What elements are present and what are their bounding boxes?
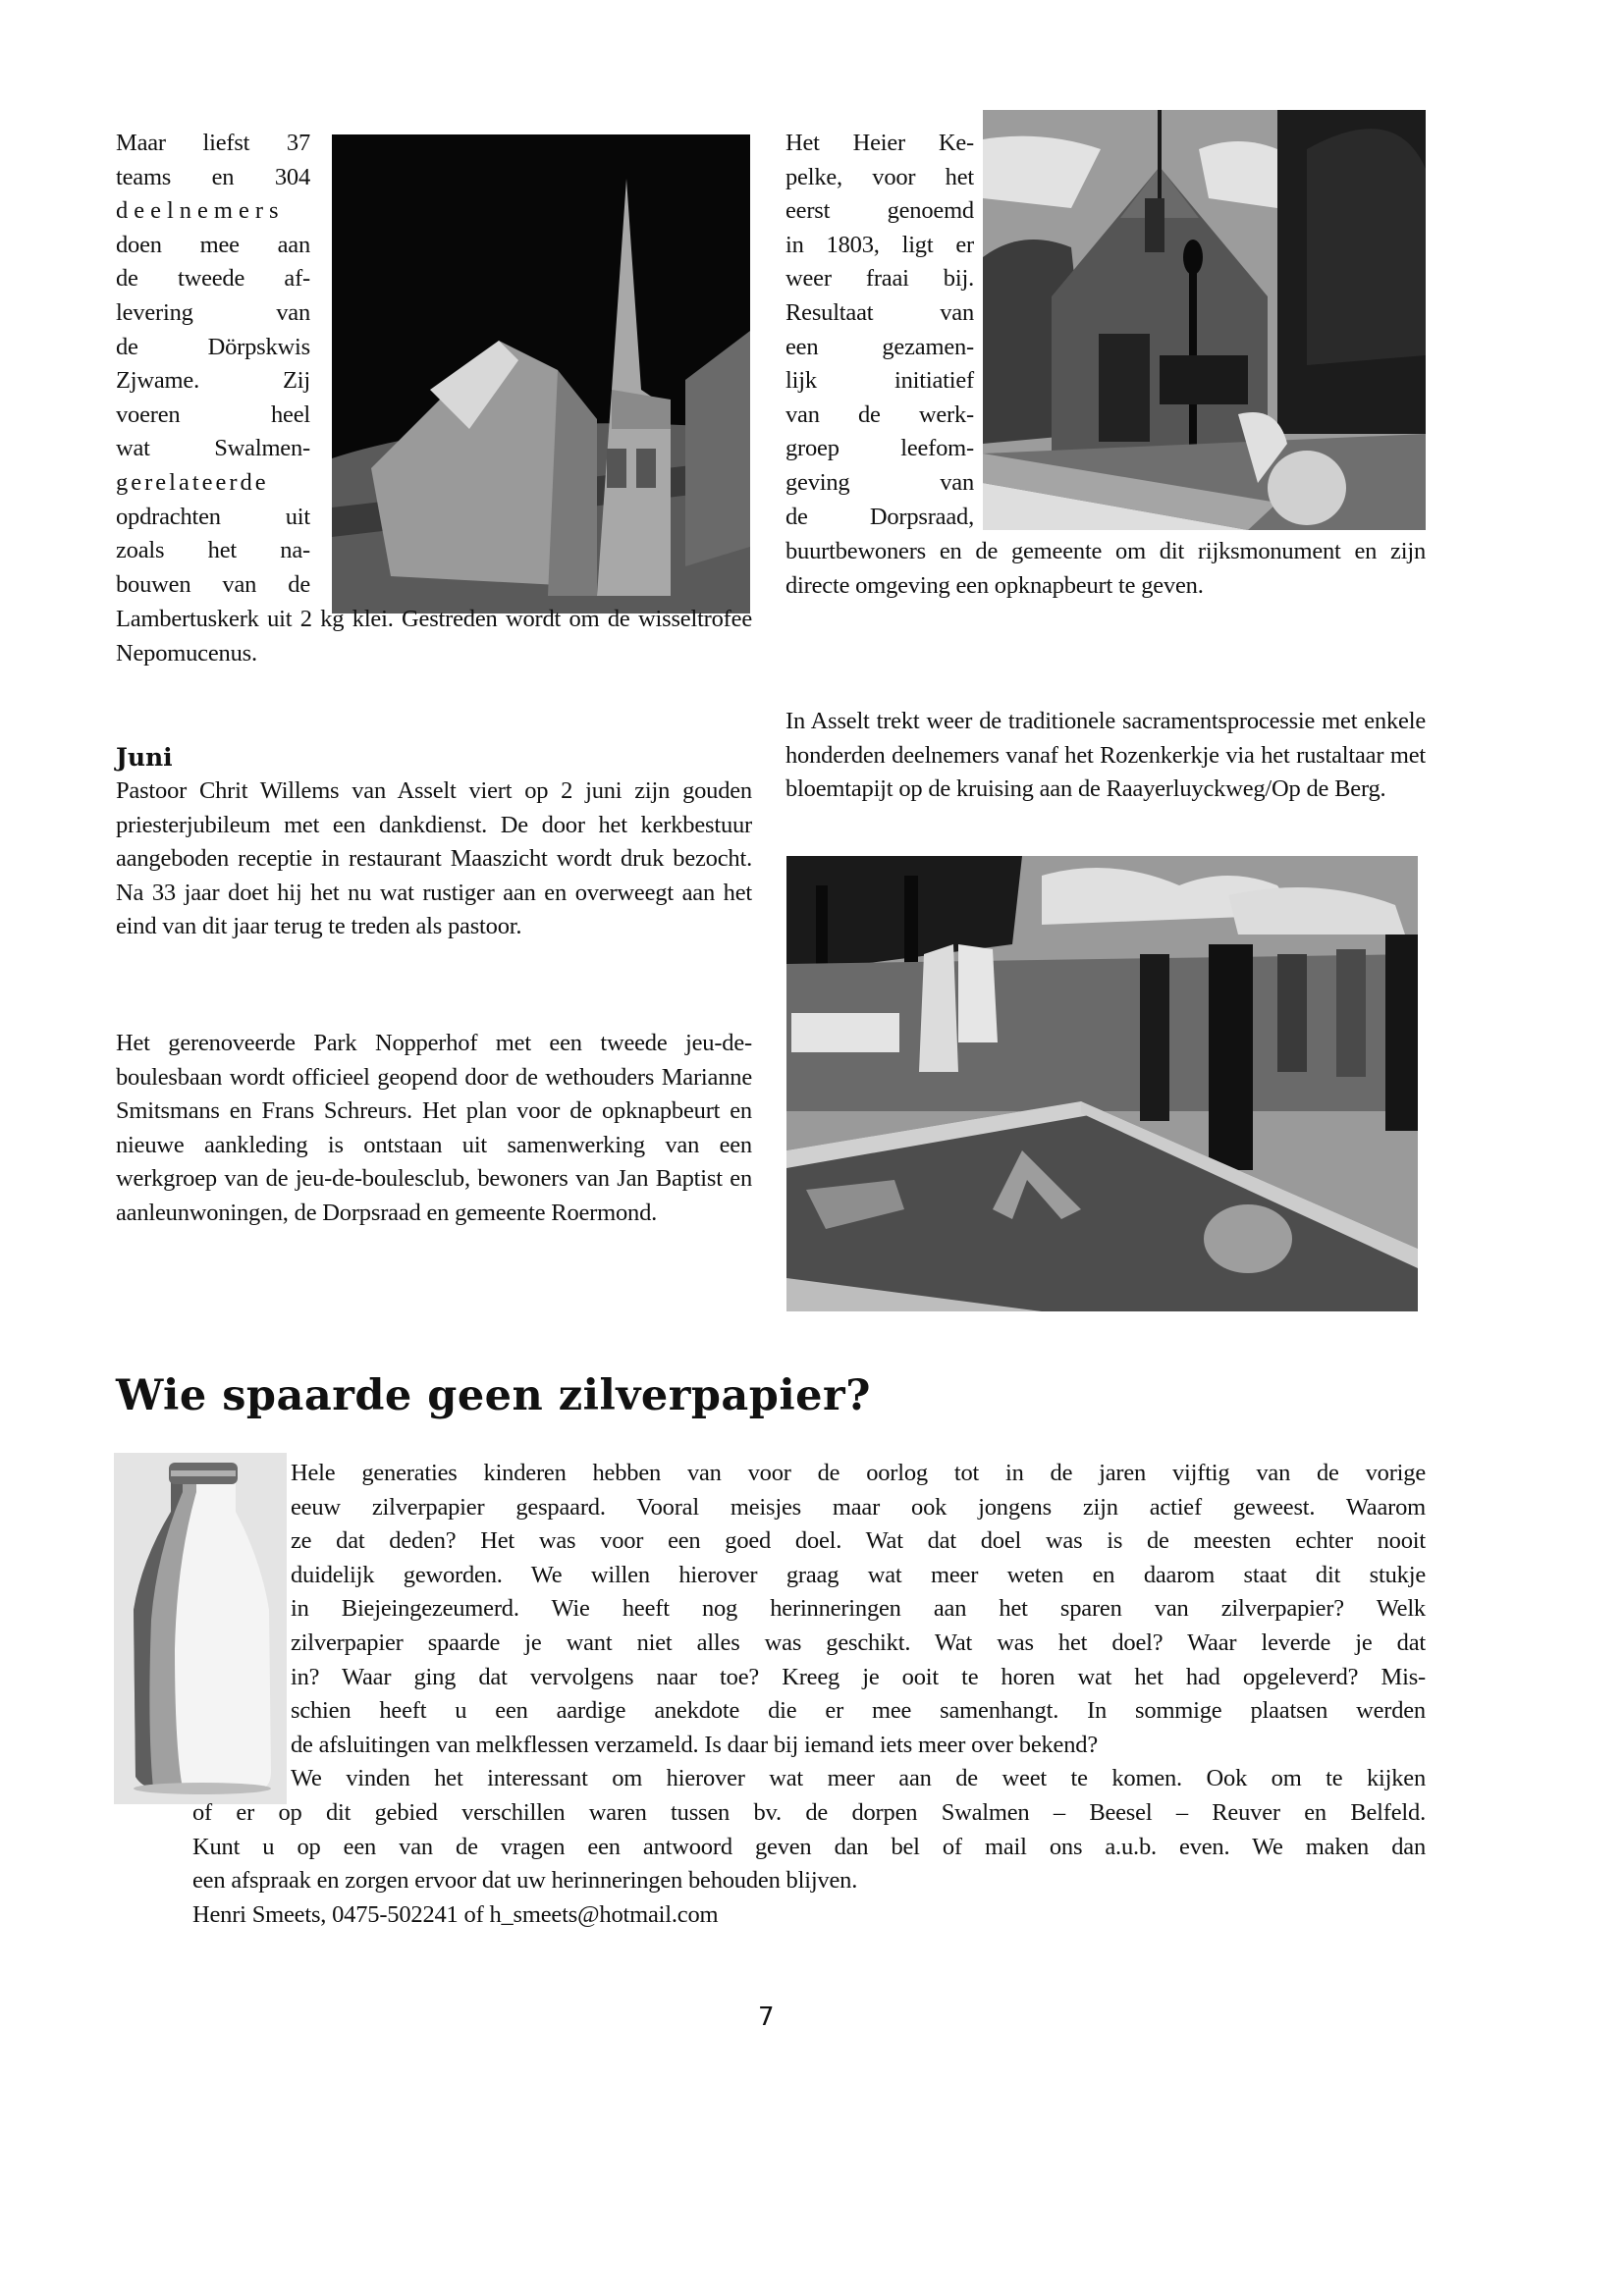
text-line: van de werk- (785, 400, 974, 428)
june-heading: Juni (116, 743, 173, 772)
text-line: pelke, voor het (785, 163, 974, 190)
text-line: de afsluitingen van melkflessen verzameld. Is daar bij iemand iets meer over bekend? (291, 1731, 1099, 1758)
kapelke-tail-text: buurtbewoners en de gemeente om dit rijksmonument en zijn directe omgeving een opknapbeurt te geven. (785, 538, 1426, 599)
page-number: 7 (758, 2002, 775, 2032)
park-paragraph: Het gerenoveerde Park Nopperhof met een tweede jeu-de-boulesbaan wordt officieel geopend door de wethouders Marianne Smitsmans en Frans Schreurs. Het plan voor de opknapbeurt en nieuwe aankleding is ontstaan uit samenwerking van een werkgroep van de jeu-de-boulesclub, bewoners van Jan Baptist en aanleunwoningen, de Dorpsraad en gemeente Roermond. (116, 1030, 752, 1226)
text-line: de Dörpskwis (116, 333, 310, 360)
text-line: groep leefom- (785, 435, 974, 462)
text-line: eerst genoemd (785, 197, 974, 225)
text-line: een afspraak en zorgen ervoor dat uw herinneringen behouden blijven. (192, 1867, 858, 1895)
kapelke-photo (983, 110, 1426, 530)
text-line: ze dat deden? Het was voor een goed doel. Wat dat doel was is de meesten echter nooit (291, 1527, 1426, 1555)
intro-wrapped-text (116, 127, 310, 602)
text-line: eeuw zilverpapier gespaard. Vooral meisjes maar ook jongens zijn actief geweest. Waarom (291, 1493, 1426, 1521)
text-line: in? Waar ging dat vervolgens naar toe? Kreeg je ooit te horen wat het had opgeleverd? Mis- (291, 1663, 1426, 1690)
text-line: geving van (785, 468, 974, 496)
clay-church-image (332, 134, 750, 614)
text-line: deelnemers (116, 197, 285, 225)
text-line: opdrachten uit (116, 503, 310, 530)
text-line: lijk initiatief (785, 367, 974, 395)
article-signature: Henri Smeets, 0475-502241 of h_smeets@hotmail.com (192, 1900, 719, 1928)
text-line: zoals het na- (116, 537, 310, 564)
text-line: We vinden het interessant om hierover wat meer aan de weet te komen. Ook om te kijken (291, 1765, 1426, 1792)
text-line: schien heeft u een aardige anekdote die er mee samenhangt. In sommige plaatsen werden (291, 1697, 1426, 1725)
text-line: een gezamen- (785, 333, 974, 360)
text-line: gerelateerde (116, 468, 269, 496)
milk-bottle-image (114, 1453, 287, 1804)
milk-bottle-photo (114, 1453, 287, 1804)
intro-tail-text: Lambertuskerk uit 2 kg klei. Gestreden wordt om de wisseltrofee Nepomucenus. (116, 606, 752, 667)
clay-church-photo (332, 134, 750, 614)
kapelke-wrapped-text (785, 127, 974, 534)
procession-photo (786, 856, 1418, 1311)
text-line: in 1803, ligt er (785, 231, 974, 258)
kapelke-image (983, 110, 1426, 530)
article-headline: Wie spaarde geen zilverpapier? (116, 1371, 871, 1420)
article-body-full (192, 1796, 1426, 1932)
procession-paragraph: In Asselt trekt weer de traditionele sacramentsprocessie met enkele honderden deelnemers vanaf het Rozenkerkje via het rustaltaar met bloemtapijt op de kruising aan de Raayerluyckweg/Op de Berg. (785, 708, 1426, 803)
text-line: in Biejeingezeumerd. Wie heeft nog herinneringen aan het sparen van zilverpapier? Welk (291, 1595, 1426, 1623)
text-line: de tweede af- (116, 265, 310, 293)
text-line: voeren heel (116, 400, 310, 428)
text-line: bouwen van de (116, 570, 310, 598)
text-line: doen mee aan (116, 231, 310, 258)
text-line: zilverpapier spaarde je want niet alles was geschikt. Wat was het doel? Waar leverde je dat (291, 1629, 1426, 1656)
text-line: Het Heier Ke- (785, 130, 974, 156)
procession-image (786, 856, 1418, 1311)
text-line: Zjwame. Zij (116, 367, 310, 395)
text-line: Maar liefst 37 (116, 130, 310, 156)
text-line: Resultaat van (785, 298, 974, 326)
article-body-wrapped (291, 1457, 1426, 1796)
text-line: de Dorpsraad, (785, 503, 974, 530)
text-line: Hele generaties kinderen hebben van voor de oorlog tot in de jaren vijftig van de vorige (291, 1460, 1426, 1486)
text-line: duidelijk geworden. We willen hierover graag wat meer weten en daarom staat dit stukje (291, 1561, 1426, 1588)
text-line: wat Swalmen- (116, 435, 310, 462)
text-line: levering van (116, 298, 310, 326)
text-line: Kunt u op een van de vragen een antwoord geven dan bel of mail ons a.u.b. even. We maken dan (192, 1833, 1426, 1860)
text-line: of er op dit gebied verschillen waren tussen bv. de dorpen Swalmen – Beesel – Reuver en Belfeld. (192, 1799, 1426, 1826)
text-line: weer fraai bij. (785, 265, 974, 293)
june-paragraph: Pastoor Chrit Willems van Asselt viert op 2 juni zijn gouden priesterjubileum met een dankdienst. De door het kerkbestuur aangeboden receptie in restaurant Maaszicht wordt druk bezocht. Na 33 jaar doet hij het nu wat rustiger aan en overweegt aan het eind van dit jaar terug te treden als pastoor. (116, 777, 752, 940)
text-line: teams en 304 (116, 163, 310, 190)
